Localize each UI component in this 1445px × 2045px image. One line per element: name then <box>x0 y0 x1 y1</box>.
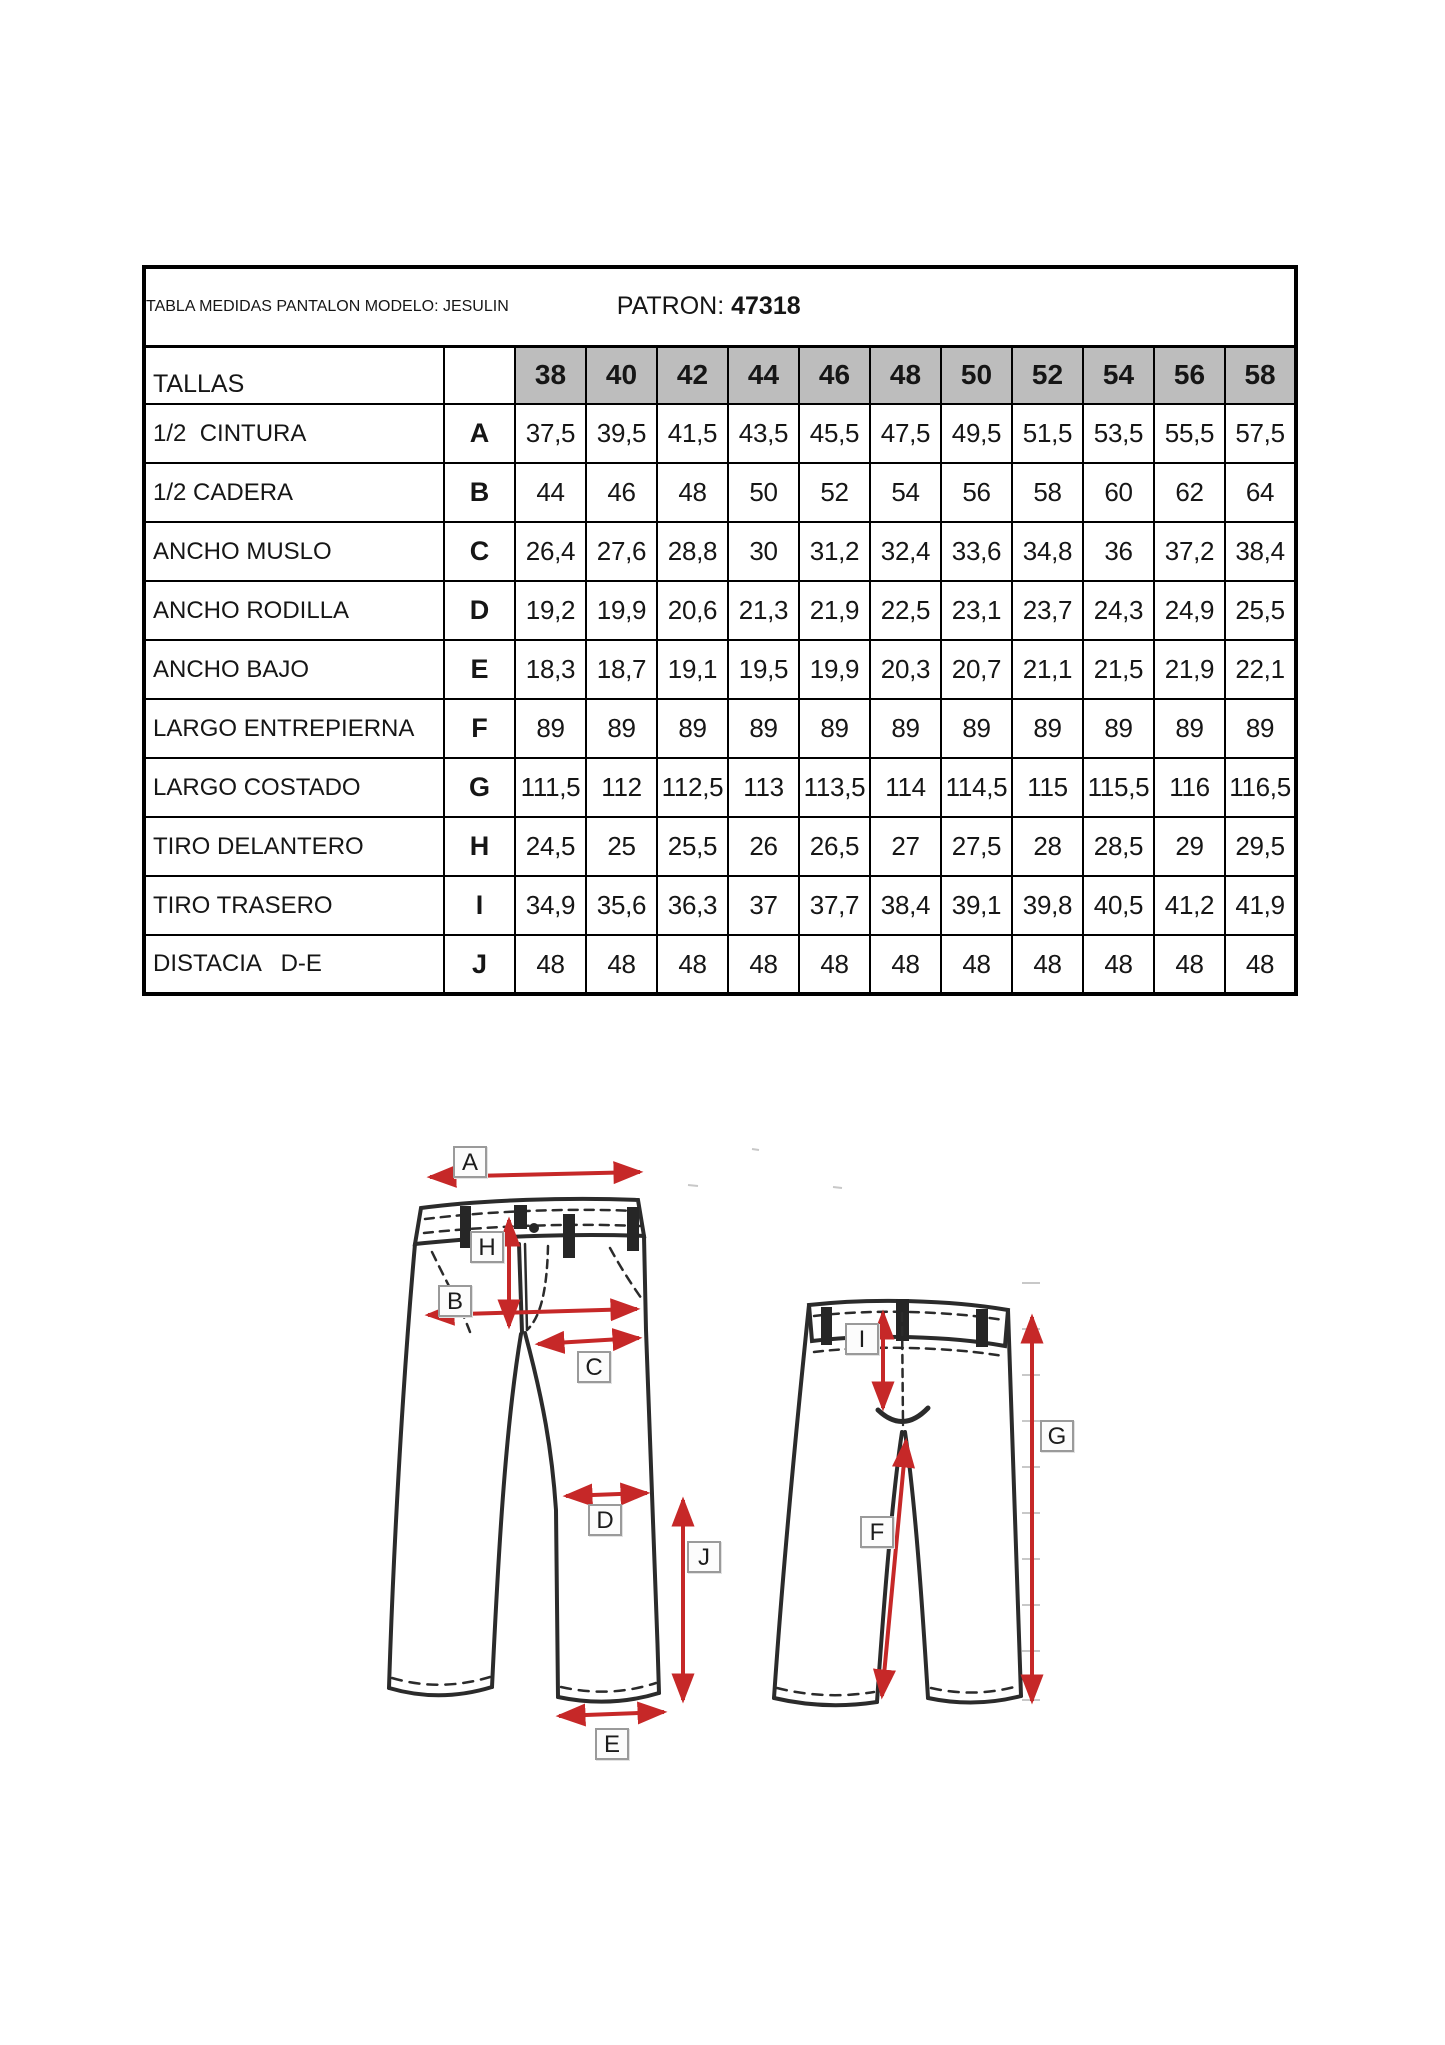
value-cell: 18,3 <box>515 640 586 699</box>
diagram-label-D: D <box>588 1504 622 1536</box>
value-cell: 48 <box>728 935 799 994</box>
value-cell: 53,5 <box>1083 404 1154 463</box>
value-cell: 114,5 <box>941 758 1012 817</box>
value-cell: 26 <box>728 817 799 876</box>
value-cell: 89 <box>799 699 870 758</box>
diagram-label-B: B <box>438 1285 472 1317</box>
back-view-drawing <box>774 1299 1021 1705</box>
value-cell: 24,3 <box>1083 581 1154 640</box>
diagram-label-I: I <box>845 1323 879 1355</box>
value-cell: 37,2 <box>1154 522 1225 581</box>
value-cell: 21,1 <box>1012 640 1083 699</box>
value-cell: 89 <box>941 699 1012 758</box>
size-header: 42 <box>657 346 728 404</box>
value-cell: 29,5 <box>1225 817 1296 876</box>
value-cell: 44 <box>515 463 586 522</box>
size-table <box>142 265 1298 996</box>
value-cell: 113,5 <box>799 758 870 817</box>
row-letter: J <box>444 935 515 994</box>
diagram-label-F: F <box>860 1516 894 1548</box>
row-letter: D <box>444 581 515 640</box>
value-cell: 58 <box>1012 463 1083 522</box>
row-label: LARGO COSTADO <box>144 758 444 817</box>
measure-arrow-D <box>566 1493 647 1496</box>
value-cell: 54 <box>870 463 941 522</box>
value-cell: 114 <box>870 758 941 817</box>
value-cell: 19,5 <box>728 640 799 699</box>
row-label: TIRO TRASERO <box>144 876 444 935</box>
value-cell: 89 <box>1225 699 1296 758</box>
value-cell: 36 <box>1083 522 1154 581</box>
value-cell: 64 <box>1225 463 1296 522</box>
value-cell: 39,8 <box>1012 876 1083 935</box>
size-header: 38 <box>515 346 586 404</box>
value-cell: 37,7 <box>799 876 870 935</box>
row-letter: E <box>444 640 515 699</box>
value-cell: 116 <box>1154 758 1225 817</box>
value-cell: 27 <box>870 817 941 876</box>
measure-arrow-E <box>559 1712 664 1716</box>
table-row <box>144 817 1296 876</box>
table-row <box>144 404 1296 463</box>
row-letter: A <box>444 404 515 463</box>
value-cell: 48 <box>1083 935 1154 994</box>
value-cell: 89 <box>1154 699 1225 758</box>
value-cell: 22,5 <box>870 581 941 640</box>
value-cell: 48 <box>657 463 728 522</box>
value-cell: 35,6 <box>586 876 657 935</box>
diagram-label-C: C <box>577 1351 611 1383</box>
row-label: ANCHO RODILLA <box>144 581 444 640</box>
value-cell: 33,6 <box>941 522 1012 581</box>
value-cell: 38,4 <box>870 876 941 935</box>
value-cell: 89 <box>1012 699 1083 758</box>
row-label: DISTACIA D-E <box>144 935 444 994</box>
value-cell: 111,5 <box>515 758 586 817</box>
value-cell: 112 <box>586 758 657 817</box>
value-cell: 27,6 <box>586 522 657 581</box>
value-cell: 62 <box>1154 463 1225 522</box>
row-label: 1/2 CINTURA <box>144 404 444 463</box>
value-cell: 20,6 <box>657 581 728 640</box>
size-header: 50 <box>941 346 1012 404</box>
row-label: ANCHO BAJO <box>144 640 444 699</box>
size-header: 48 <box>870 346 941 404</box>
value-cell: 21,9 <box>799 581 870 640</box>
value-cell: 25,5 <box>1225 581 1296 640</box>
table-title-row <box>144 267 1296 346</box>
value-cell: 89 <box>1083 699 1154 758</box>
value-cell: 48 <box>1012 935 1083 994</box>
value-cell: 41,2 <box>1154 876 1225 935</box>
value-cell: 52 <box>799 463 870 522</box>
value-cell: 37,5 <box>515 404 586 463</box>
value-cell: 21,3 <box>728 581 799 640</box>
value-cell: 43,5 <box>728 404 799 463</box>
row-letter: F <box>444 699 515 758</box>
value-cell: 48 <box>870 935 941 994</box>
table-row <box>144 522 1296 581</box>
value-cell: 38,4 <box>1225 522 1296 581</box>
size-header: 40 <box>586 346 657 404</box>
value-cell: 49,5 <box>941 404 1012 463</box>
row-label: 1/2 CADERA <box>144 463 444 522</box>
size-header: 52 <box>1012 346 1083 404</box>
size-header: 46 <box>799 346 870 404</box>
row-letter: G <box>444 758 515 817</box>
value-cell: 37 <box>728 876 799 935</box>
value-cell: 21,9 <box>1154 640 1225 699</box>
value-cell: 113 <box>728 758 799 817</box>
value-cell: 41,9 <box>1225 876 1296 935</box>
diagram-label-J: J <box>687 1541 721 1573</box>
header-letter-spacer <box>444 346 515 404</box>
row-label: ANCHO MUSLO <box>144 522 444 581</box>
row-letter: B <box>444 463 515 522</box>
diagram-label-E: E <box>595 1728 629 1760</box>
value-cell: 46 <box>586 463 657 522</box>
value-cell: 19,1 <box>657 640 728 699</box>
value-cell: 50 <box>728 463 799 522</box>
value-cell: 48 <box>586 935 657 994</box>
value-cell: 89 <box>657 699 728 758</box>
value-cell: 24,5 <box>515 817 586 876</box>
size-header: 58 <box>1225 346 1296 404</box>
patron-number: 47318 <box>731 292 801 321</box>
value-cell: 28,8 <box>657 522 728 581</box>
size-header: 56 <box>1154 346 1225 404</box>
value-cell: 48 <box>657 935 728 994</box>
value-cell: 23,7 <box>1012 581 1083 640</box>
value-cell: 115,5 <box>1083 758 1154 817</box>
size-header: 54 <box>1083 346 1154 404</box>
value-cell: 115 <box>1012 758 1083 817</box>
value-cell: 45,5 <box>799 404 870 463</box>
value-cell: 31,2 <box>799 522 870 581</box>
value-cell: 36,3 <box>657 876 728 935</box>
value-cell: 26,5 <box>799 817 870 876</box>
value-cell: 89 <box>870 699 941 758</box>
value-cell: 89 <box>515 699 586 758</box>
value-cell: 18,7 <box>586 640 657 699</box>
value-cell: 26,4 <box>515 522 586 581</box>
row-label: LARGO ENTREPIERNA <box>144 699 444 758</box>
value-cell: 40,5 <box>1083 876 1154 935</box>
table-row <box>144 581 1296 640</box>
value-cell: 47,5 <box>870 404 941 463</box>
table-row <box>144 463 1296 522</box>
ruler-ticks <box>688 1149 1040 1700</box>
value-cell: 27,5 <box>941 817 1012 876</box>
table-row <box>144 640 1296 699</box>
row-letter: C <box>444 522 515 581</box>
value-cell: 23,1 <box>941 581 1012 640</box>
diagram-label-A: A <box>453 1146 487 1178</box>
value-cell: 29 <box>1154 817 1225 876</box>
value-cell: 34,9 <box>515 876 586 935</box>
table-row <box>144 935 1296 994</box>
value-cell: 34,8 <box>1012 522 1083 581</box>
value-cell: 55,5 <box>1154 404 1225 463</box>
header-tallas: TALLAS <box>144 346 444 404</box>
front-view-drawing <box>389 1199 659 1702</box>
value-cell: 30 <box>728 522 799 581</box>
value-cell: 51,5 <box>1012 404 1083 463</box>
patron-label: PATRON: <box>616 292 732 321</box>
value-cell: 24,9 <box>1154 581 1225 640</box>
value-cell: 112,5 <box>657 758 728 817</box>
value-cell: 57,5 <box>1225 404 1296 463</box>
table-row <box>144 699 1296 758</box>
value-cell: 48 <box>1154 935 1225 994</box>
value-cell: 39,1 <box>941 876 1012 935</box>
value-cell: 22,1 <box>1225 640 1296 699</box>
value-cell: 20,7 <box>941 640 1012 699</box>
value-cell: 28,5 <box>1083 817 1154 876</box>
value-cell: 25 <box>586 817 657 876</box>
row-letter: I <box>444 876 515 935</box>
value-cell: 28 <box>1012 817 1083 876</box>
size-header: 44 <box>728 346 799 404</box>
value-cell: 48 <box>941 935 1012 994</box>
value-cell: 48 <box>1225 935 1296 994</box>
value-cell: 89 <box>728 699 799 758</box>
value-cell: 19,9 <box>799 640 870 699</box>
patron-text <box>617 292 801 321</box>
value-cell: 56 <box>941 463 1012 522</box>
table-header-row <box>144 346 1296 404</box>
table-row <box>144 758 1296 817</box>
value-cell: 32,4 <box>870 522 941 581</box>
table-title: TABLA MEDIDAS PANTALON MODELO: JESULIN <box>146 297 509 315</box>
value-cell: 48 <box>515 935 586 994</box>
value-cell: 116,5 <box>1225 758 1296 817</box>
value-cell: 25,5 <box>657 817 728 876</box>
row-label: TIRO DELANTERO <box>144 817 444 876</box>
value-cell: 41,5 <box>657 404 728 463</box>
value-cell: 48 <box>799 935 870 994</box>
diagram-label-G: G <box>1040 1420 1074 1452</box>
value-cell: 39,5 <box>586 404 657 463</box>
value-cell: 21,5 <box>1083 640 1154 699</box>
value-cell: 19,2 <box>515 581 586 640</box>
value-cell: 89 <box>586 699 657 758</box>
value-cell: 19,9 <box>586 581 657 640</box>
pants-diagrams <box>0 1020 1445 2045</box>
measure-arrow-C <box>538 1338 639 1344</box>
value-cell: 60 <box>1083 463 1154 522</box>
table-row <box>144 876 1296 935</box>
row-letter: H <box>444 817 515 876</box>
diagram-label-H: H <box>470 1231 504 1263</box>
value-cell: 20,3 <box>870 640 941 699</box>
